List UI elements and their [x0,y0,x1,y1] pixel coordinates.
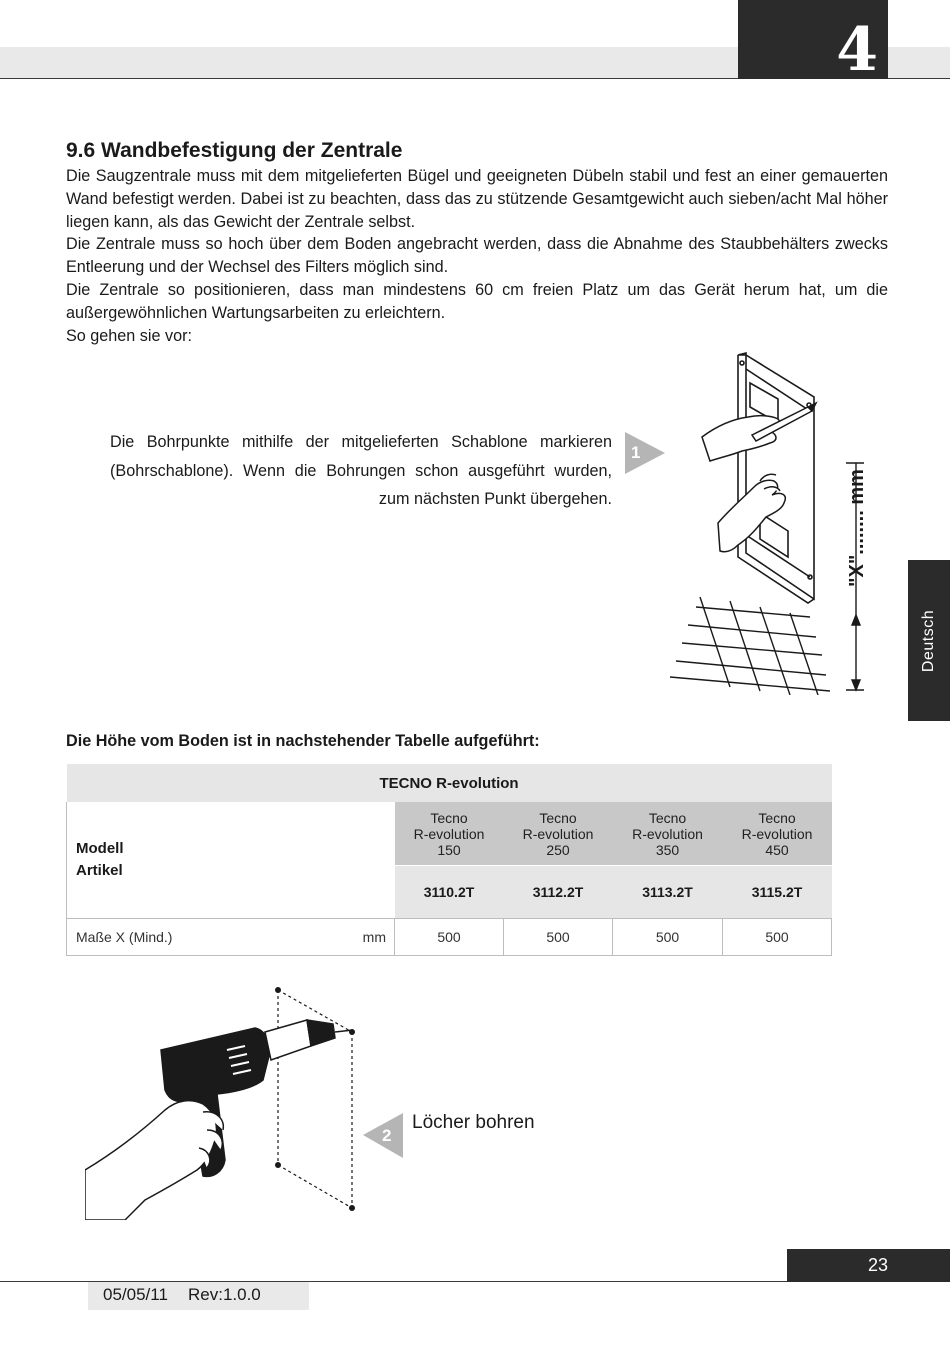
article-number: 3110.2T [395,866,504,919]
footer-date: 05/05/11 [103,1285,168,1304]
step2-number: 2 [382,1126,392,1145]
section-body [66,165,888,347]
model-header: Tecno R-evolution 150 [395,802,504,866]
article-label: Artikel [76,862,123,879]
dimension-label: "X"........ mm [846,469,868,587]
table-heading: Die Höhe vom Boden ist in nachstehender Tabelle aufgeführt: [66,732,540,750]
article-number: 3112.2T [504,866,613,919]
step1-marker [625,432,665,474]
language-tab [908,560,950,721]
drill-illustration [85,980,375,1220]
row-unit: mm [327,919,395,956]
step2-label: Löcher bohren [412,1112,535,1133]
table-title: TECNO R-evolution [67,764,832,802]
chapter-number: 4 [738,0,888,79]
footer-revision: Rev:1.0.0 [188,1285,261,1304]
section-title: 9.6 Wandbefestigung der Zentrale [66,139,403,162]
model-header: Tecno R-evolution 450 [723,802,832,866]
revision-box [88,1282,309,1310]
model-article-cell [67,802,395,919]
article-number: 3115.2T [723,866,832,919]
table-row [67,919,832,956]
article-number: 3113.2T [613,866,723,919]
paragraph: So gehen sie vor: [66,326,192,345]
step2-marker [363,1113,403,1155]
paragraph: Die Zentrale so positionieren, dass man mindestens 60 cm freien Platz um das Gerät herum hat, um die außergewöhnlichen Wartungsarbeiten zu erleichtern. [66,280,888,322]
table-cell: 500 [613,919,723,956]
model-header: Tecno R-evolution 250 [504,802,613,866]
row-label: Maße X (Mind.) [67,919,327,956]
paragraph: Die Saugzentrale muss mit dem mitgelieferten Bügel und geeigneten Dübeln stabil und fest an einer gemauerten Wand befestigt werden. Dabei ist zu beachten, dass das zu stützende Gesamtgewicht auch sieben/acht Mal höher liegen kann, als das Gewicht der Zentrale selbst. [66,167,888,231]
step1-number: 1 [631,443,641,462]
table-cell: 500 [504,919,613,956]
paragraph: Die Zentrale muss so hoch über dem Boden angebracht werden, dass die Abnahme des Staubbehälters zwecks Entleerung und der Wechsel des Filters möglich sind. [66,235,888,277]
model-header: Tecno R-evolution 350 [613,802,723,866]
page-number-box [787,1249,950,1282]
model-label: Modell [76,840,124,857]
language-label: Deutsch [920,609,937,672]
step1-instruction: Die Bohrpunkte mithilfe der mitgelieferten Schablone markieren (Bohrschablone). Wenn die Bohrungen schon ausgeführt wurden, zum nächsten Punkt übergehen. [110,433,612,508]
table-cell: 500 [395,919,504,956]
height-table [66,764,832,956]
page-number: 23 [867,1255,888,1275]
table-cell: 500 [723,919,832,956]
